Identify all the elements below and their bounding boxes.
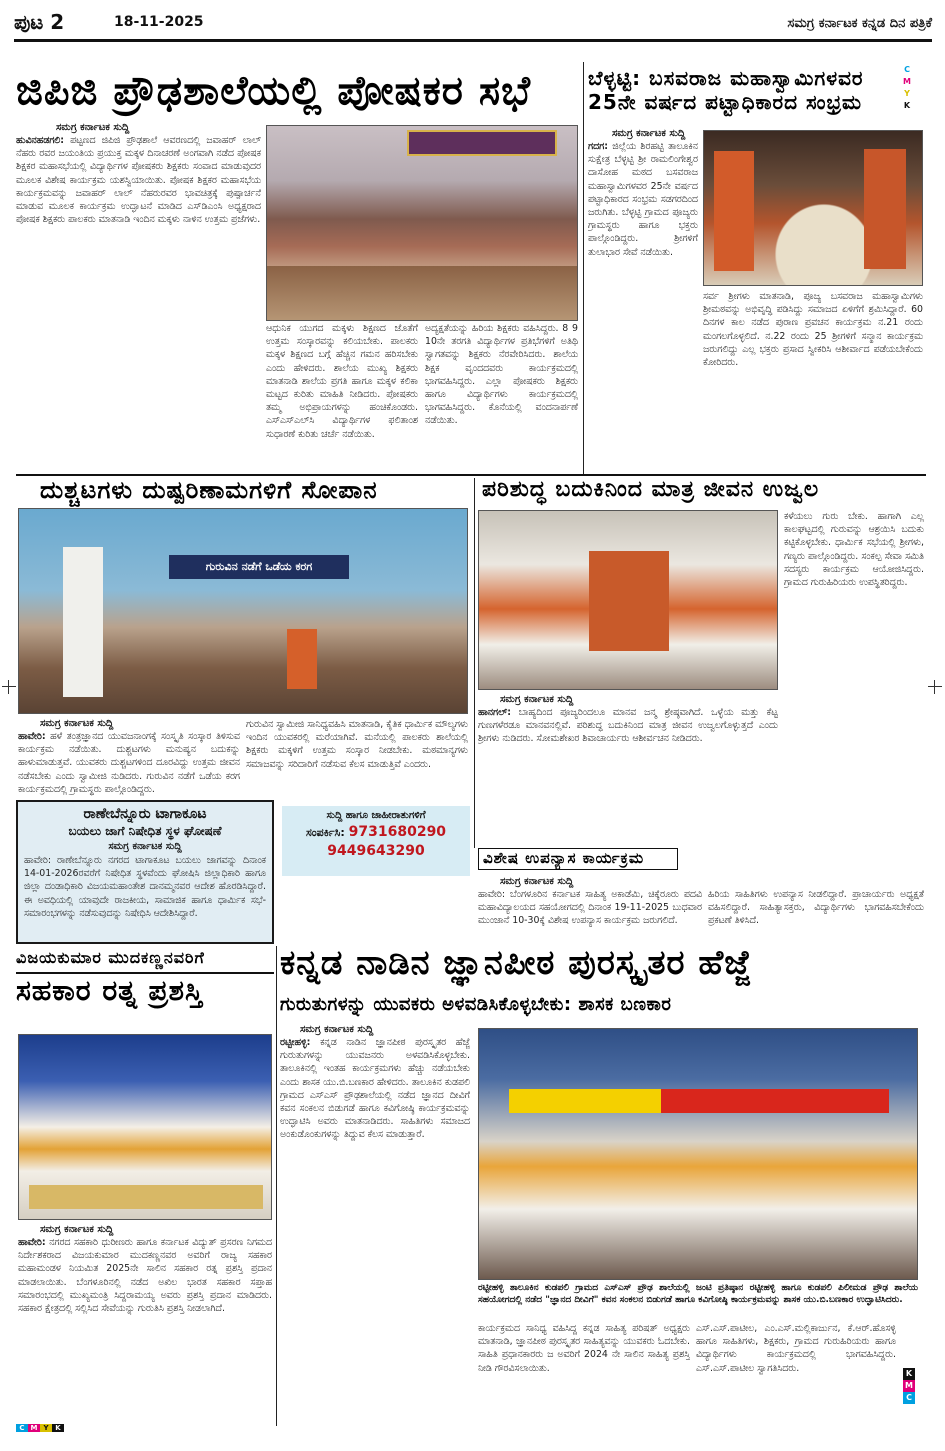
article-body: ಆಧುನಿಕ ಯುಗದ ಮಕ್ಕಳು ಶಿಕ್ಷಣದ ಜೊತೆಗೆ ಉತ್ತಮ ಸಂಸ್ಕಾರವನ್ನು ಕಲಿಯಬೇಕು. ಪಾಲಕರು ಮಕ್ಕಳ ಶಿಕ್ಷಣದ ಬಗ್ಗೆ ಹೆಚ್ಚಿನ ಗಮನ ಹರಿಸಬೇಕು ಎಂದು ಹೇಳಿದರು. ಶಾಲೆಯ ಮುಖ್ಯ ಶಿಕ್ಷಕರು ಮಾತನಾಡಿ ಶಾಲೆಯ ಪ್ರಗತಿ ಹಾಗೂ ಮಕ್ಕಳ ಕಲಿಕಾ ಮಟ್ಟದ ಕುರಿತು ಮಾಹಿತಿ ನೀಡಿದರು. ಪೋಷಕರು ತಮ್ಮ ಅಭಿಪ್ರಾಯಗಳನ್ನು ಹಂಚಿಕೊಂಡರು. ಎಸ್‌ಎಸ್‌ಎಲ್‌ಸಿ ವಿದ್ಯಾರ್ಥಿಗಳ ಫಲಿತಾಂಶ ಸುಧಾರಣೆ ಕುರಿತು ಚರ್ಚೆ ನಡೆಯಿತು.	[266, 323, 418, 440]
speaker-at-podium	[63, 547, 103, 697]
ad-contact-label: ಸಂಪರ್ಕಿಸಿ:	[305, 826, 345, 839]
column-divider	[276, 946, 277, 1426]
byline: ಸಮಗ್ರ ಕರ್ನಾಟಕ ಸುದ್ದಿ	[300, 1024, 374, 1035]
notice-title: ರಾಣೇಬೆನ್ನೂರು ಟಾಗಾಕೂಟ	[83, 806, 207, 822]
dateline: ರಟ್ಟೀಹಳ್ಳಿ:	[280, 1037, 311, 1048]
article-body: ಅದ್ಯಕ್ಷತೆಯನ್ನು ಹಿರಿಯ ಶಿಕ್ಷಕರು ವಹಿಸಿದ್ದರು. 8 9 10ನೇ ತರಗತಿ ವಿದ್ಯಾರ್ಥಿಗಳ ಪ್ರತಿಭೆಗಳಿಗೆ ಅತಿಥಿ ಸ್ವಾಗತವನ್ನು ಶಿಕ್ಷಕರು ನೆರವೇರಿಸಿದರು. ಶಾಲೆಯ ಶಿಕ್ಷಕ ವೃಂದದವರು ಕಾರ್ಯಕ್ರಮದಲ್ಲಿ ಭಾಗವಹಿಸಿದ್ದರು. ಎಲ್ಲಾ ಪೋಷಕರು ಶಿಕ್ಷಕರು ಹಾಗೂ ವಿದ್ಯಾರ್ಥಿಗಳು ಕಾರ್ಯಕ್ರಮದಲ್ಲಿ ಭಾಗವಹಿಸಿದ್ದರು. ಕೊನೆಯಲ್ಲಿ ವಂದನಾರ್ಪಣೆ ನಡೆಯಿತು.	[425, 323, 578, 427]
registration-mark	[2, 680, 16, 694]
article-body: ಹಿರಿಯ ಸಾಹಿತಿಗಳು ಉಪನ್ಯಾಸ ನೀಡಲಿದ್ದಾರೆ. ಪ್ರಾಚಾರ್ಯರು ಅಧ್ಯಕ್ಷತೆ ವಹಿಸಲಿದ್ದಾರೆ. ಸಾಹಿತ್ಯಾಸಕ್ತರು, ವಿದ್ಯಾರ್ಥಿಗಳು ಭಾಗವಹಿಸಬೇಕೆಂದು ಪ್ರಕಟಣೆ ತಿಳಿಸಿದೆ.	[708, 889, 924, 927]
article-body: ಹಾವೇರಿ: ಬೆಂಗಳೂರಿನ ಕರ್ನಾಟಕ ಸಾಹಿತ್ಯ ಅಕಾಡೆಮಿ, ಚಿಕ್ಕೆರೂರು ಪದವಿ ಮಹಾವಿದ್ಯಾಲಯದ ಸಹಯೋಗದಲ್ಲಿ ದಿನಾಂಕ 19-11-2025 ಬುಧವಾರ ಮುಂಜಾನೆ 10-30ಕ್ಕೆ ವಿಶೇಷ ಉಪನ್ಯಾಸ ಕಾರ್ಯಕ್ರಮ ಜರುಗಲಿದೆ.	[478, 889, 702, 927]
column-divider	[583, 62, 584, 474]
byline: ಸಮಗ್ರ ಕರ್ನಾಟಕ ಸುದ್ದಿ	[56, 122, 130, 133]
stage-banner-text: ಗುರುವಿನ ನಡೆಗೆ ಒಡೆಯ ಕರಗ	[169, 555, 349, 579]
headline-sahakara-ratna-1: ವಿಜಯಕುಮಾರ ಮುದಕಣ್ಣನವರಿಗೆ	[16, 948, 205, 967]
article-body-text: ಹಳೆ ತಂತ್ರಜ್ಞಾನದ ಯುವಜನಾಂಗಕ್ಕೆ ಸಂಸ್ಕೃತಿ ಸಂಸ್ಕಾರ ತಿಳಿಸುವ ಕಾರ್ಯಕ್ರಮ ನಡೆಯಿತು. ದುಶ್ಚಟಗಳು ಮನುಷ್ಯನ ಬದುಕನ್ನು ಹಾಳುಮಾಡುತ್ತವೆ. ಯುವಕರು ದುಶ್ಚಟಗಳಿಂದ ದೂರವಿದ್ದು ಉತ್ತಮ ಜೀವನ ನಡೆಸಬೇಕು ಎಂದು ಸ್ವಾಮೀಜಿ ನುಡಿದರು. ಗುರುವಿನ ನಡೆಗೆ ಒಡೆಯ ಕರಗ ಕಾರ್ಯಕ್ರಮದಲ್ಲಿ ಗ್ರಾಮಸ್ಥರು ಪಾಲ್ಗೊಂಡಿದ್ದರು.	[18, 731, 240, 795]
dateline: ಹಾನಗಲ್:	[478, 707, 511, 718]
dateline: ಹಾವೇರಿ:	[18, 731, 46, 742]
page-number: ಪುಟ 2	[14, 10, 65, 34]
article-body	[280, 1036, 470, 1424]
cmyk-mark-bottom-right: K M C	[903, 1368, 915, 1404]
headline-pattadhikara: ಬೆಳ್ಳಟ್ಟಿ: ಬಸವರಾಜ ಮಹಾಸ್ವಾಮಿಗಳವರ 25ನೇ ವರ್ಷದ ಪಟ್ಟಾಧಿಕಾರದ ಸಂಭ್ರಮ	[588, 66, 864, 114]
photo-caption: ರಟ್ಟೀಹಳ್ಳಿ ತಾಲೂಕಿನ ಕುಡಪಲಿ ಗ್ರಾಮದ ಎಸ್‌ಎಸ್ ಪ್ರೌಢ ಶಾಲೆಯಲ್ಲಿ ಜಂಟಿ ಪ್ರತಿಷ್ಠಾನ ರಟ್ಟೀಹಳ್ಳಿ ಹಾಗೂ ಕುಡಪಲಿ ಪಿಲೀಮಡ ಪ್ರೌಢ ಶಾಲೆಯ ಸಹಯೋಗದಲ್ಲಿ ನಡೆದ "ಜ್ಞಾನದ ದೀವಿಗೆ" ಕವನ ಸಂಕಲನ ಬಿಡುಗಡೆ ಹಾಗೂ ಕವಿಗೋಷ್ಠಿ ಕಾರ್ಯಕ್ರಮವನ್ನು ಶಾಸಕ ಯು.ಬಿ.ಬಣಕಾರ ಉದ್ಘಾಟಿಸಿದರು.	[478, 1283, 918, 1305]
dateline: ಹಾವೇರಿ:	[18, 1237, 46, 1248]
stage-banner	[407, 130, 557, 156]
ad-phone-2: 9449643290	[327, 843, 425, 859]
contact-ad	[282, 806, 470, 876]
article-body: ಕಾರ್ಯಕ್ರಮದ ಸಾನಿಧ್ಯ ವಹಿಸಿದ್ದ ಕನ್ನಡ ಸಾಹಿತ್ಯ ಪರಿಷತ್ ಅಧ್ಯಕ್ಷರು ಮಾತನಾಡಿ, ಜ್ಞಾನಪೀಠ ಪುರಸ್ಕೃತರ ಸಾಹಿತ್ಯವನ್ನು ಯುವಕರು ಓದಬೇಕು. ಸಾಹಿತಿ ಪ್ರಧಾನಕಾರರು ಜ ಅವರಿಗೆ 2024 ನೇ ಸಾಲಿನ ಸಾಹಿತ್ಯ ಪ್ರಶಸ್ತಿ ನೀಡಿ ಗೌರವಿಸಲಾಯಿತು.	[478, 1323, 690, 1374]
ad-line: ಸುದ್ದಿ ಹಾಗೂ ಜಾಹೀರಾತುಗಳಿಗೆ	[326, 810, 426, 821]
cmyk-mark-bottom-left: C M Y K	[16, 1424, 64, 1432]
photo-book-release	[478, 1028, 918, 1280]
photo-award-ceremony	[18, 1034, 272, 1220]
photo-pta-meeting	[266, 125, 578, 321]
swamiji-group	[589, 551, 669, 651]
notice-box	[16, 800, 274, 944]
article-body	[588, 140, 698, 472]
headline-jnanapeetha: ಕನ್ನಡ ನಾಡಿನ ಜ್ಞಾನಪೀಠ ಪುರಸ್ಕೃತರ ಹೆಜ್ಜೆ	[280, 943, 752, 983]
award-plaques	[29, 1185, 263, 1209]
article-body	[16, 134, 261, 472]
dateline: ಹುವಿನಹಡಗಲಿ:	[16, 135, 64, 146]
headline-pure-life: ಪರಿಶುದ್ಧ ಬದುಕಿನಿಂದ ಮಾತ್ರ ಜೀವನ ಉಜ್ವಲ	[482, 477, 820, 502]
page-date: 18-11-2025	[114, 14, 204, 30]
article-body-text: ಕನ್ನಡ ನಾಡಿನ ಜ್ಞಾನಪೀಠ ಪುರಸ್ಕೃತರ ಹೆಜ್ಜೆ ಗುರುತುಗಳನ್ನು ಯುವಜನರು ಅಳವಡಿಸಿಕೊಳ್ಳಬೇಕು. ತಾಲೂಕಿನಲ್ಲಿ ಇಂತಹ ಕಾರ್ಯಕ್ರಮಗಳು ಹೆಚ್ಚು ನಡೆಯಬೇಕು ಎಂದು ಶಾಸಕ ಯು.ಬಿ.ಬಣಕಾರ ಹೇಳಿದರು. ತಾಲೂಕಿನ ಕುಡಪಲಿ ಗ್ರಾಮದ ಎಸ್‌ಎಸ್ ಪ್ರೌಢಶಾಲೆಯಲ್ಲಿ ನಡೆದ ಜ್ಞಾನದ ದೀವಿಗೆ ಕವನ ಸಂಕಲನ ಬಿಡುಗಡೆ ಹಾಗೂ ಕವಿಗೋಷ್ಠಿ ಕಾರ್ಯಕ್ರಮವನ್ನು ಉದ್ಘಾಟಿಸಿ ಅವರು ಮಾತನಾಡಿದರು. ಸಾಹಿತಿಗಳು ಸಮಾಜದ ಅಂಕುಡೊಂಕುಗಳನ್ನು ತಿದ್ದುವ ಕೆಲಸ ಮಾಡುತ್ತಾರೆ.	[280, 1037, 470, 1141]
photo-stage-event	[18, 508, 468, 714]
byline: ಸಮಗ್ರ ಕರ್ನಾಟಕ ಸುದ್ದಿ	[40, 718, 114, 729]
byline: ಸಮಗ್ರ ಕರ್ನಾಟಕ ಸುದ್ದಿ	[40, 1224, 114, 1235]
swamiji-figure	[287, 629, 317, 689]
article-body-text: ಪಟ್ಟಣದ ಜಿಪಿಜಿ ಪ್ರೌಢಶಾಲೆ ಆವರಣದಲ್ಲಿ ಜವಾಹರ್ ಲಾಲ್ ನೆಹರು ರವರ ಜಯಂತಿಯ ಪ್ರಯುಕ್ತ ಮಕ್ಕಳ ದಿನಾಚರಣೆ ಅಂಗವಾಗಿ ನಡೆದ ಪೋಷಕ ಶಿಕ್ಷಕರ ಮಹಾಸಭೆಯಲ್ಲಿ ವಿದ್ಯಾರ್ಥಿಗಳ ಪೋಷಕರು ಶಿಕ್ಷಕರು ಸಂವಾದ ಮಾಡುವುದರ ಮೂಲಕ ವಿಶೇಷ ಕಾರ್ಯಕ್ರಮ ಯಶಸ್ವಿಯಾಯಿತು. ಪೋಷಕ ಶಿಕ್ಷಕರ ಮಹಾಸಭೆಯ ಕಾರ್ಯಕ್ರಮವನ್ನು ಜವಾಹರ್ ಲಾಲ್ ನೆಹರುರವರ ಭಾವಚಿತ್ರಕ್ಕೆ ಪುಷ್ಪಾರ್ಚನೆ ಮಾಡುವ ಮೂಲಕ ಕಾರ್ಯಕ್ರಮ ಉದ್ಘಾಟನೆ ಮಾಡಿದ ಎಸ್‌ಡಿಎಂಸಿ ಅಧ್ಯಕ್ಷರಾದ ಪೋಷಕ ಶಿಕ್ಷಕರು ಪಾಲಕರು ಮಾತನಾಡಿ ಇಂದಿನ ಮಕ್ಕಳು ನಾಳಿನ ಉತ್ತಮ ಪ್ರಜೆಗಳು.	[16, 135, 261, 226]
kannada-flag-stoles	[509, 1089, 889, 1113]
masthead	[14, 8, 932, 42]
article-body: ಗುರುವಿನ ಸ್ವಾಮೀಜಿ ಸಾನಿಧ್ಯವಹಿಸಿ ಮಾತನಾಡಿ, ಕೈತಿಕ ಧಾರ್ಮಿಕ ಮೌಲ್ಯಗಳು ಇಂದಿನ ಯುವಕರಲ್ಲಿ ಮರೆಯಾಗಿವೆ. ಮನೆಯಲ್ಲಿ ಪಾಲಕರು ಶಾಲೆಯಲ್ಲಿ ಶಿಕ್ಷಕರು ಮಕ್ಕಳಿಗೆ ಉತ್ತಮ ಸಂಸ್ಕಾರ ನೀಡಬೇಕು. ಮಠಮಾನ್ಯಗಳು ಸಮಾಜವನ್ನು ಸರಿದಾರಿಗೆ ನಡೆಸುವ ಕೆಲಸ ಮಾಡುತ್ತಿವೆ ಎಂದರು.	[246, 719, 468, 770]
article-body-text: ಬಾಹ್ಯದಿಂದ ಪೂಜ್ಯರಿಂದಲೂ ಮಾನವ ಜನ್ಮ ಶ್ರೇಷ್ಠವಾಗಿದೆ. ಒಳ್ಳೆಯ ಮತ್ತು ಕೆಟ್ಟ ಗುಣಗಳೆರಡೂ ಮಾನವನಲ್ಲಿವೆ. ಪರಿಶುದ್ಧ ಬದುಕಿನಿಂದ ಮಾತ್ರ ಜೀವನ ಉಜ್ವಲಗೊಳ್ಳುತ್ತದೆ ಎಂದು ಶ್ರೀಗಳು ನುಡಿದರು. ಸೋಮಶೇಖರ ಶಿವಾಚಾರ್ಯರು ಆಶೀರ್ವಚನ ನೀಡಿದರು.	[478, 707, 778, 745]
headline-addictions: ದುಶ್ಚಟಗಳು ದುಷ್ಪರಿಣಾಮಗಳಿಗೆ ಸೋಪಾನ	[40, 476, 378, 504]
column-divider	[474, 478, 475, 848]
byline: ಸಮಗ್ರ ಕರ್ನಾಟಕ ಸುದ್ದಿ	[612, 128, 686, 139]
headline-sahakara-ratna-2: ಸಹಕಾರ ರತ್ನ ಪ್ರಶಸ್ತಿ	[16, 972, 274, 1005]
byline: ಸಮಗ್ರ ಕರ್ನಾಟಕ ಸುದ್ದಿ	[500, 694, 574, 705]
article-body	[18, 1236, 272, 1424]
notice-subtitle: ಬಯಲು ಜಾಗೆ ನಿಷೇಧಿತ ಸ್ಥಳ ಘೋಷಣೆ	[68, 824, 222, 838]
dateline: ಗದಗ:	[588, 141, 608, 152]
swamiji-figure	[714, 151, 754, 271]
photo-religious-meeting	[478, 510, 778, 690]
cmyk-mark-top: C M Y K	[903, 65, 911, 110]
article-body	[18, 730, 240, 798]
article-body: ಸರ್ವ ಶ್ರೀಗಳು ಮಾತನಾಡಿ, ಪೂಜ್ಯ ಬಸವರಾಜ ಮಹಾಸ್ವಾಮಿಗಳು ಶ್ರೀಮಠವನ್ನು ಅಭಿವೃದ್ಧಿ ಪಡಿಸಿದ್ದು ಸಮಾಜದ ಏಳಿಗೆಗೆ ಶ್ರಮಿಸಿದ್ದಾರೆ. 60 ದಿನಗಳ ಕಾಲ ನಡೆದ ಪುರಾಣ ಪ್ರವಚನ ಕಾರ್ಯಕ್ರಮ ನ.21 ರಂದು ಮಂಗಲಗೊಳ್ಳಲಿದೆ. ನ.22 ರಂದು 25 ಶ್ರೀಗಳಿಗೆ ಸನ್ಮಾನ ಕಾರ್ಯಕ್ರಮ ಜರುಗಲಿದ್ದು ಎಲ್ಲ ಭಕ್ತರು ಪ್ರಸಾದ ಸ್ವೀಕರಿಸಿ ಆಶೀರ್ವಾದ ಪಡೆಯಬೇಕೆಂದು ಕೋರಿದರು.	[703, 291, 923, 369]
article-body-text: ಜಿಲ್ಲೆಯ ಶಿರಹಟ್ಟಿ ತಾಲೂಕಿನ ಸುಕ್ಷೇತ್ರ ಬೆಳ್ಳಟ್ಟಿ ಶ್ರೀ ರಾಮಲಿಂಗೇಶ್ವರ ದಾಸೋಹ ಮಠದ ಬಸವರಾಜ ಮಹಾಸ್ವಾಮಿಗಳವರ 25ನೇ ವರ್ಷದ ಪಟ್ಟಾಧಿಕಾರದ ಸಂಭ್ರಮ ಸಡಗರದಿಂದ ಜರುಗಿತು. ಬೆಳ್ಳಟ್ಟಿ ಗ್ರಾಮದ ಪೂಜ್ಯರು ಗ್ರಾಮಸ್ಥರು ಹಾಗೂ ಭಕ್ತರು ಪಾಲ್ಗೊಂಡಿದ್ದರು. ಶ್ರೀಗಳಿಗೆ ತುಲಾಭಾರ ಸೇವೆ ನಡೆಯಿತು.	[588, 141, 698, 258]
paper-tagline: ಸಮಗ್ರ ಕರ್ನಾಟಕ ಕನ್ನಡ ದಿನ ಪತ್ರಿಕೆ	[787, 16, 932, 31]
article-body	[478, 706, 778, 846]
byline: ಸಮಗ್ರ ಕರ್ನಾಟಕ ಸುದ್ದಿ	[108, 841, 182, 852]
headline-pta-meeting: ಜಿಪಿಜಿ ಪ್ರೌಢಶಾಲೆಯಲ್ಲಿ ಪೋಷಕರ ಸಭೆ	[16, 68, 532, 114]
ad-phone-1: 9731680290	[348, 824, 447, 840]
article-body: ಎಸ್.ಎಸ್.ಪಾಟೀಲ, ಎಂ.ಎಸ್.ಮಲ್ಲಿಕಾರ್ಜುನ, ಕೆ.ಆರ್.ಹೊಸಳ್ಳಿ ಹಾಗೂ ಸಾಹಿತಿಗಳು, ಶಿಕ್ಷಕರು, ಗ್ರಾಮದ ಗುರುಹಿರಿಯರು ಹಾಗೂ ವಿದ್ಯಾರ್ಥಿಗಳು ಕಾರ್ಯಕ್ರಮದಲ್ಲಿ ಭಾಗವಹಿಸಿದ್ದರು. ಎಸ್.ಎಸ್.ಪಾಟೀಲ ಸ್ವಾಗತಿಸಿದರು.	[696, 1323, 896, 1374]
swamiji-figure	[864, 149, 906, 269]
seated-students	[267, 266, 578, 321]
byline: ಸಮಗ್ರ ಕರ್ನಾಟಕ ಸುದ್ದಿ	[500, 876, 574, 887]
notice-body: ಹಾವೇರಿ: ರಾಣೇಬೆನ್ನೂರು ನಗರದ ಟಾಗಾಕೂಟ ಬಯಲು ಜಾಗವನ್ನು ದಿನಾಂಕ 14-01-2026ರವರೆಗೆ ನಿಷೇಧಿತ ಸ್ಥಳವೆಂದು ಘೋಷಿಸಿ ಜಿಲ್ಲಾಧಿಕಾರಿ ಹಾಗೂ ಜಿಲ್ಲಾ ದಂಡಾಧಿಕಾರಿ ವಿಜಯಮಹಾಂತೇಶ ದಾನಮ್ಮನವರ ಆದೇಶ ಹೊರಡಿಸಿದ್ದಾರೆ. ಈ ಅವಧಿಯಲ್ಲಿ ಯಾವುದೇ ರಾಜಕೀಯ, ಸಾಮಾಜಿಕ ಹಾಗೂ ಧಾರ್ಮಿಕ ಸಭೆ-ಸಮಾರಂಭಗಳನ್ನು ನಡೆಸುವುದನ್ನು ನಿಷೇಧಿಸಿ ಆದೇಶಿಸಿದ್ದಾರೆ.	[24, 855, 266, 919]
photo-swamiji	[703, 130, 923, 286]
registration-mark	[928, 680, 942, 694]
headline-special-lecture: ವಿಶೇಷ ಉಪನ್ಯಾಸ ಕಾರ್ಯಕ್ರಮ	[478, 848, 678, 870]
article-body-text: ನಗರದ ಸಹಕಾರಿ ಧುರೀಣರು ಹಾಗೂ ಕರ್ನಾಟಕ ವಿದ್ಯುತ್ ಪ್ರಸರಣ ನಿಗಮದ ನಿರ್ದೇಶಕರಾದ ವಿಜಯಕುಮಾರ ಮುದಕಣ್ಣನವರ ಅವರಿಗೆ ರಾಜ್ಯ ಸಹಕಾರ ಮಹಾಮಂಡಳ ನಿಯಮಿತ 2025ನೇ ಸಾಲಿನ ಸಹಕಾರ ರತ್ನ ಪ್ರಶಸ್ತಿ ಪ್ರದಾನ ಮಾಡಲಾಯಿತು. ಬೆಂಗಳೂರಿನಲ್ಲಿ ನಡೆದ ಅಖಿಲ ಭಾರತ ಸಹಕಾರ ಸಪ್ತಾಹ ಸಮಾರಂಭದಲ್ಲಿ ಮುಖ್ಯಮಂತ್ರಿ ಸಿದ್ದರಾಮಯ್ಯ ಅವರು ಪ್ರಶಸ್ತಿ ಪ್ರದಾನ ಮಾಡಿದರು. ಸಹಕಾರ ಕ್ಷೇತ್ರದಲ್ಲಿ ಸಲ್ಲಿಸಿದ ಸೇವೆಯನ್ನು ಗುರುತಿಸಿ ಪ್ರಶಸ್ತಿ ನೀಡಲಾಗಿದೆ.	[18, 1237, 272, 1315]
article-body: ಕಳೆಯಲು ಗುರು ಬೇಕು. ಹಾಗಾಗಿ ಎಲ್ಲ ಕಾಲಘಟ್ಟದಲ್ಲಿ ಗುರುವನ್ನು ಆಶ್ರಯಿಸಿ ಬದುಕು ಕಟ್ಟಿಕೊಳ್ಳಬೇಕು. ಧಾರ್ಮಿಕ ಸಭೆಯಲ್ಲಿ ಶ್ರೀಗಳು, ಗಣ್ಯರು ಪಾಲ್ಗೊಂಡಿದ್ದರು. ಸಂಕಲ್ಪ ಸೇವಾ ಸಮಿತಿ ಸದಸ್ಯರು ಕಾರ್ಯಕ್ರಮ ಆಯೋಜಿಸಿದ್ದರು. ಗ್ರಾಮದ ಗುರುಹಿರಿಯರು ಉಪಸ್ಥಿತರಿದ್ದರು.	[784, 511, 924, 589]
subheadline-jnanapeetha: ಗುರುತುಗಳನ್ನು ಯುವಕರು ಅಳವಡಿಸಿಕೊಳ್ಳಬೇಕು: ಶಾಸಕ ಬಣಕಾರ	[280, 994, 672, 1015]
